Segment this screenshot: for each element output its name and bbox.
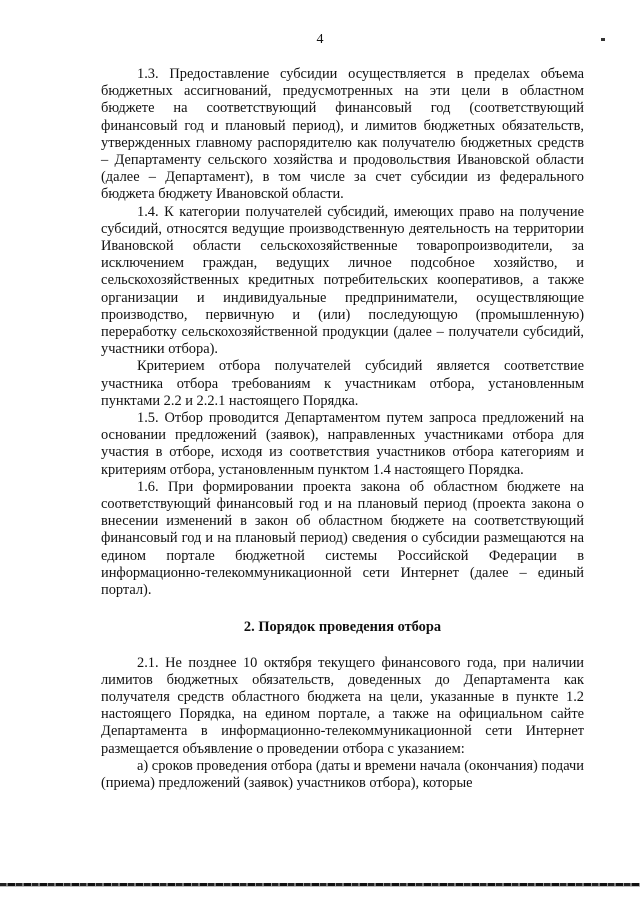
page-number: 4 (316, 32, 324, 47)
paragraph-1-3: 1.3. Предоставление субсидии осуществляется в пределах объема бюджетных ассигнований, предусмотренных на эти цели в областном бюджете на соответствующий финансовый год (соответствующий финансовый год и плановый период), и лимитов бюджетных обязательств, утвержденных главному распорядителю как получателю бюджетных средств – Департаменту сельского хозяйства и продовольствия Ивановской области (далее – Департамент), в том числе за счет субсидии из федерального бюджета бюджету Ивановской области. (101, 66, 584, 203)
scan-bottom-edge-shadow (0, 886, 640, 887)
paragraph-1-6: 1.6. При формировании проекта закона об областном бюджете на соответствующий финансовый год и на плановый период (проекта закона о внесении изменений в закон об областном бюджете на соответствующий финансовый год и на плановый период) сведения о субсидии размещаются на едином портале бюджетной системы Российской Федерации в информационно-телекоммуникационной сети Интернет (далее – единый портал). (101, 478, 584, 599)
paragraph-1-5: 1.5. Отбор проводится Департаментом путем запроса предложений на основании предложений (заявок), направленных участниками отбора для участия в отборе, исходя из соответствия участников отбора категориям и критериям отбора, установленным пунктом 1.4 настоящего Порядка. (101, 410, 584, 478)
section-heading: 2. Порядок проведения отбора (243, 619, 442, 636)
scan-dot-mark (601, 38, 605, 41)
paragraph-1-4: 1.4. К категории получателей субсидий, имеющих право на получение субсидий, относятся ведущие производственную деятельность на территории Ивановской области сельскохозяйственные товаропроизводители, за исключением граждан, ведущих личное подсобное хозяйство, и сельскохозяйственных кредитных потребительских кооперативов, а также организации и индивидуальные предприниматели, осуществляющие производство, первичную и (или) последующую (промышленную) переработку сельскохозяйственной продукции (далее – получатели субсидий, участники отбора). (101, 203, 584, 358)
paragraph-criteria: Критерием отбора получателей субсидий является соответствие участника отбора требованиям к участникам отбора, установленным пунктами 2.2 и 2.2.1 настоящего Порядка. (101, 358, 584, 409)
paragraph-2-1: 2.1. Не позднее 10 октября текущего финансового года, при наличии лимитов бюджетных обязательств, доведенных до Департамента как получателя средств областного бюджета на цели, указанные в пункте 1.2 настоящего Порядка, на едином портале, а также на официальном сайте Департамента в информационно-телекоммуникационной сети Интернет размещается объявление о проведении отбора с указанием: (101, 654, 584, 757)
paragraph-2-1-a: а) сроков проведения отбора (даты и времени начала (окончания) подачи (приема) предложений (заявок) участников отбора), которые (101, 757, 584, 791)
document-body (101, 66, 584, 792)
